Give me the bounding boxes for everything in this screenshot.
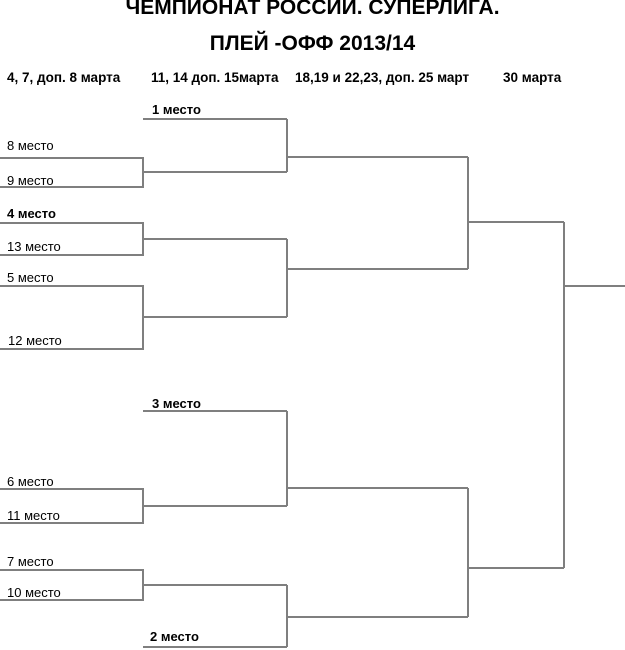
seed-label-1: 1 место: [152, 102, 201, 117]
seed-label-2: 2 место: [150, 629, 199, 644]
seed-label-11: 11 место: [7, 508, 60, 523]
bracket-line-qf-d: [287, 585, 468, 647]
seed-label-4: 4 место: [7, 206, 56, 221]
seed-label-3: 3 место: [152, 396, 201, 411]
seed-label-5: 5 место: [7, 270, 54, 285]
seed-label-8: 8 место: [7, 138, 54, 153]
bracket-line-sf-top: [468, 157, 564, 269]
seed-label-13: 13 место: [7, 239, 61, 254]
round-date-final: 30 марта: [503, 70, 562, 85]
seed-label-7: 7 место: [7, 554, 54, 569]
bracket-line-final: [564, 222, 625, 568]
bracket-line-sf-bottom: [468, 488, 564, 617]
seed-label-6: 6 место: [7, 474, 54, 489]
page-title: ЧЕМПИОНАТ РОССИИ. СУПЕРЛИГА.: [125, 0, 500, 19]
bracket-line-qf-b: [287, 239, 468, 317]
bracket-line-qf-c: [287, 411, 468, 506]
seed-label-12: 12 место: [8, 333, 62, 348]
round-date-quarterfinal-early: 4, 7, доп. 8 марта: [7, 70, 121, 85]
round-date-quarterfinal: 11, 14 доп. 15марта: [151, 70, 279, 85]
seed-label-10: 10 место: [7, 585, 61, 600]
round-date-semifinal: 18,19 и 22,23, доп. 25 март: [295, 70, 470, 85]
page-subtitle: ПЛЕЙ -ОФФ 2013/14: [209, 32, 416, 55]
bracket-line-qf-a: [287, 119, 468, 172]
seed-label-9: 9 место: [7, 173, 54, 188]
